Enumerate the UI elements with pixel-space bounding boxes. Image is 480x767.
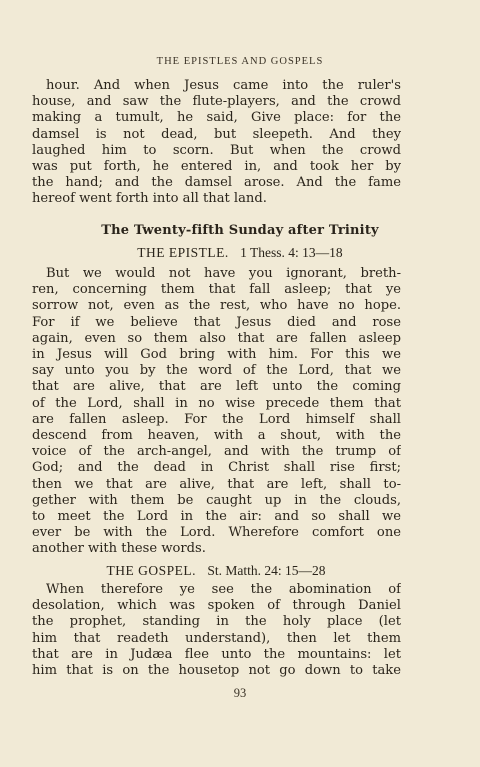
text-line: hereof went forth into all that land. — [32, 191, 267, 207]
epistle-label: THE EPISTLE. — [137, 245, 229, 260]
epistle-paragraph — [32, 266, 401, 558]
text-line: another with these words. — [32, 541, 206, 557]
text-line: hour. And when Jesus came into the ruler's — [46, 78, 401, 93]
gospel-paragraph — [32, 582, 401, 679]
text-line: When therefore ye see the abomination of — [46, 582, 401, 597]
text-line: in Jesus will God bring with him. For this we — [32, 347, 401, 363]
text-line: him that is on the housetop not go down to take — [32, 663, 401, 679]
epistle-reference: 1 Thess. 4: 13—18 — [240, 245, 343, 260]
text-line: ever be with the Lord. Wherefore comfort one — [32, 525, 401, 541]
text-line: But we would not have you ignorant, breth- — [46, 266, 401, 281]
text-line: ren, concerning them that fall asleep; that ye — [32, 282, 401, 298]
text-line: the prophet, standing in the holy place (let — [32, 614, 401, 630]
text-line: desolation, which was spoken of through Daniel — [32, 598, 401, 614]
text-line: him that readeth understand), then let them — [32, 630, 401, 646]
text-line: gether with them be caught up in the clouds, — [32, 492, 401, 508]
text-line: then we that are alive, that are left, shall to- — [32, 476, 401, 492]
gospel-label: THE GOSPEL. — [106, 563, 196, 578]
text-line: that are in Judæa flee unto the mountains: let — [32, 646, 401, 662]
text-line: sorrow not, even as the rest, who have no hope. — [32, 298, 401, 314]
text-line: voice of the arch-angel, and with the trump of — [32, 444, 401, 460]
gospel-continuation-paragraph — [32, 78, 401, 208]
gospel-reference: St. Matth. 24: 15—28 — [207, 563, 326, 578]
gospel-subheading — [0, 563, 456, 579]
section-heading: The Twenty-fifth Sunday after Trinity — [101, 223, 379, 238]
text-line: the hand; and the damsel arose. And the fame — [32, 175, 401, 191]
text-line: For if we believe that Jesus died and rose — [32, 314, 401, 330]
text-line: laughed him to scorn. But when the crowd — [32, 142, 401, 158]
running-head: THE EPISTLES AND GOSPELS — [156, 56, 324, 67]
text-line: again, even so them also that are fallen asleep — [32, 330, 401, 346]
text-line: say unto you by the word of the Lord, that we — [32, 363, 401, 379]
text-line: was put forth, he entered in, and took her by — [32, 159, 401, 175]
page-number: 93 — [233, 686, 247, 700]
text-line: of the Lord, shall in no wise precede them that — [32, 395, 401, 411]
text-line: descend from heaven, with a shout, with the — [32, 428, 401, 444]
text-line: house, and saw the flute-players, and the crowd — [32, 94, 401, 110]
text-line: to meet the Lord in the air: and so shall we — [32, 509, 401, 525]
text-line: are fallen asleep. For the Lord himself shall — [32, 411, 401, 427]
text-line: God; and the dead in Christ shall rise first; — [32, 460, 401, 476]
text-line: damsel is not dead, but sleepeth. And they — [32, 126, 401, 142]
epistle-subheading — [0, 245, 480, 261]
text-line: making a tumult, he said, Give place: for the — [32, 110, 401, 126]
text-line: that are alive, that are left unto the coming — [32, 379, 401, 395]
